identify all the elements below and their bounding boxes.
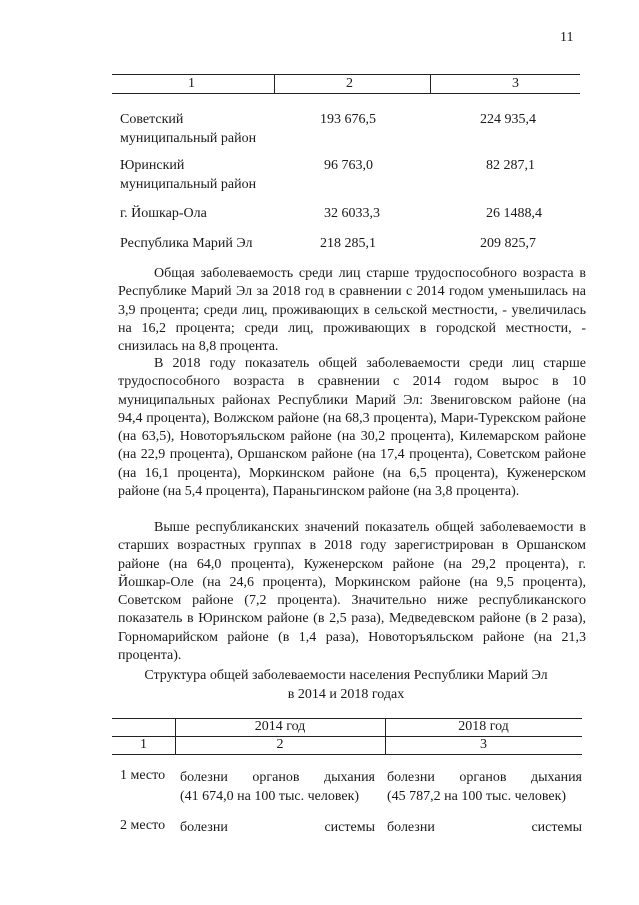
- structure-heading: Структура общей заболеваемости населения Республики Марий Эл в 2014 и 2018 годах: [144, 668, 548, 702]
- value-2014: 96 763,0: [324, 158, 373, 173]
- value-2014: 218 285,1: [320, 236, 376, 251]
- table-header-row: [112, 74, 580, 94]
- cause-2018: болезни системы: [387, 820, 582, 835]
- cause-2014: болезни органов дыхания (41 674,0 на 100 тыс. человек): [180, 770, 375, 804]
- header-col-2: 2: [346, 76, 353, 91]
- value-2014: 32 6033,3: [324, 206, 380, 221]
- value-2018: 82 287,1: [486, 158, 535, 173]
- district-name: г. Йошкар-Ола: [120, 206, 207, 221]
- cause-2014: болезни системы: [180, 820, 375, 835]
- district-name: Республика Марий Эл: [120, 236, 253, 251]
- cause-2018: болезни органов дыхания (45 787,2 на 100 тыс. человек): [387, 770, 582, 804]
- header-col-1: 1: [188, 76, 195, 91]
- table-rule: [112, 754, 582, 755]
- header-year-2014: 2014 год: [254, 719, 306, 734]
- disease-by-district-table: [112, 74, 580, 251]
- paragraph-districts-increase: В 2018 году показатель общей заболеваемости среди лиц старше трудоспособного возраста в сравнении с 2014 годом вырос в 10 муниципальных районах Республики Марий Эл: Звениговском районе (на 94,4 процента), Волжском районе (на 68,3 процента), Мари-Турекском районе (на 63,5), Новоторъяльском районе (на 30,2 процента), Килемарском районе (на 22,9 процента), Оршанском районе (на 17,4 процента), Советском районе (на 16,1 процента), Моркинском районе (на 6,5 процента), Куженерском районе (на 5,4 процента), Параньгинском районе (на 3,8 процента).: [118, 356, 586, 500]
- value-2014: 193 676,5: [320, 112, 376, 127]
- number-col-3: 3: [480, 737, 487, 752]
- rank-label: 2 место: [120, 818, 166, 833]
- number-col-2: 2: [276, 737, 284, 752]
- value-2018: 224 935,4: [480, 112, 536, 127]
- value-2018: 26 1488,4: [486, 206, 542, 221]
- header-divider: [274, 75, 275, 93]
- paragraph-above-republic: Выше республиканских значений показатель общей заболеваемости в старших возрастных группах в 2018 году зарегистрирован в Оршанском районе (на 64,0 процента), Куженерском районе (на 29,2 процента), г. Йошкар-Оле (на 24,6 процента), Моркинском районе (на 9,5 процента), Советском районе (7,2 процента). Значительно ниже республиканского показатель в Юринском районе (в 2,5 раза), Медведевском районе (в 2 раза), Горномарийском районе (в 1,4 раза), Новоторъяльском районе (на 21,3 процента).: [118, 520, 586, 664]
- value-2018: 209 825,7: [480, 236, 536, 251]
- header-col-3: 3: [512, 76, 519, 91]
- header-divider: [430, 75, 431, 93]
- header-year-2018: 2018 год: [458, 719, 509, 734]
- page-number: 11: [560, 30, 574, 45]
- rank-label: 1 место: [120, 768, 166, 783]
- paragraph-overall-morbidity: Общая заболеваемость среди лиц старше трудоспособного возраста в Республике Марий Эл за 2018 год в сравнении с 2014 годом уменьшилась на 3,9 процента; среди лиц, проживающих в сельской местности, - увеличилась на 16,2 процента; среди лиц, проживающих в городской местности, - снизилась на 8,8 процента.: [118, 266, 586, 355]
- district-name: Советский муниципальный район: [120, 112, 257, 146]
- district-name: Юринский муниципальный район: [120, 158, 257, 192]
- number-col-1: 1: [140, 737, 147, 752]
